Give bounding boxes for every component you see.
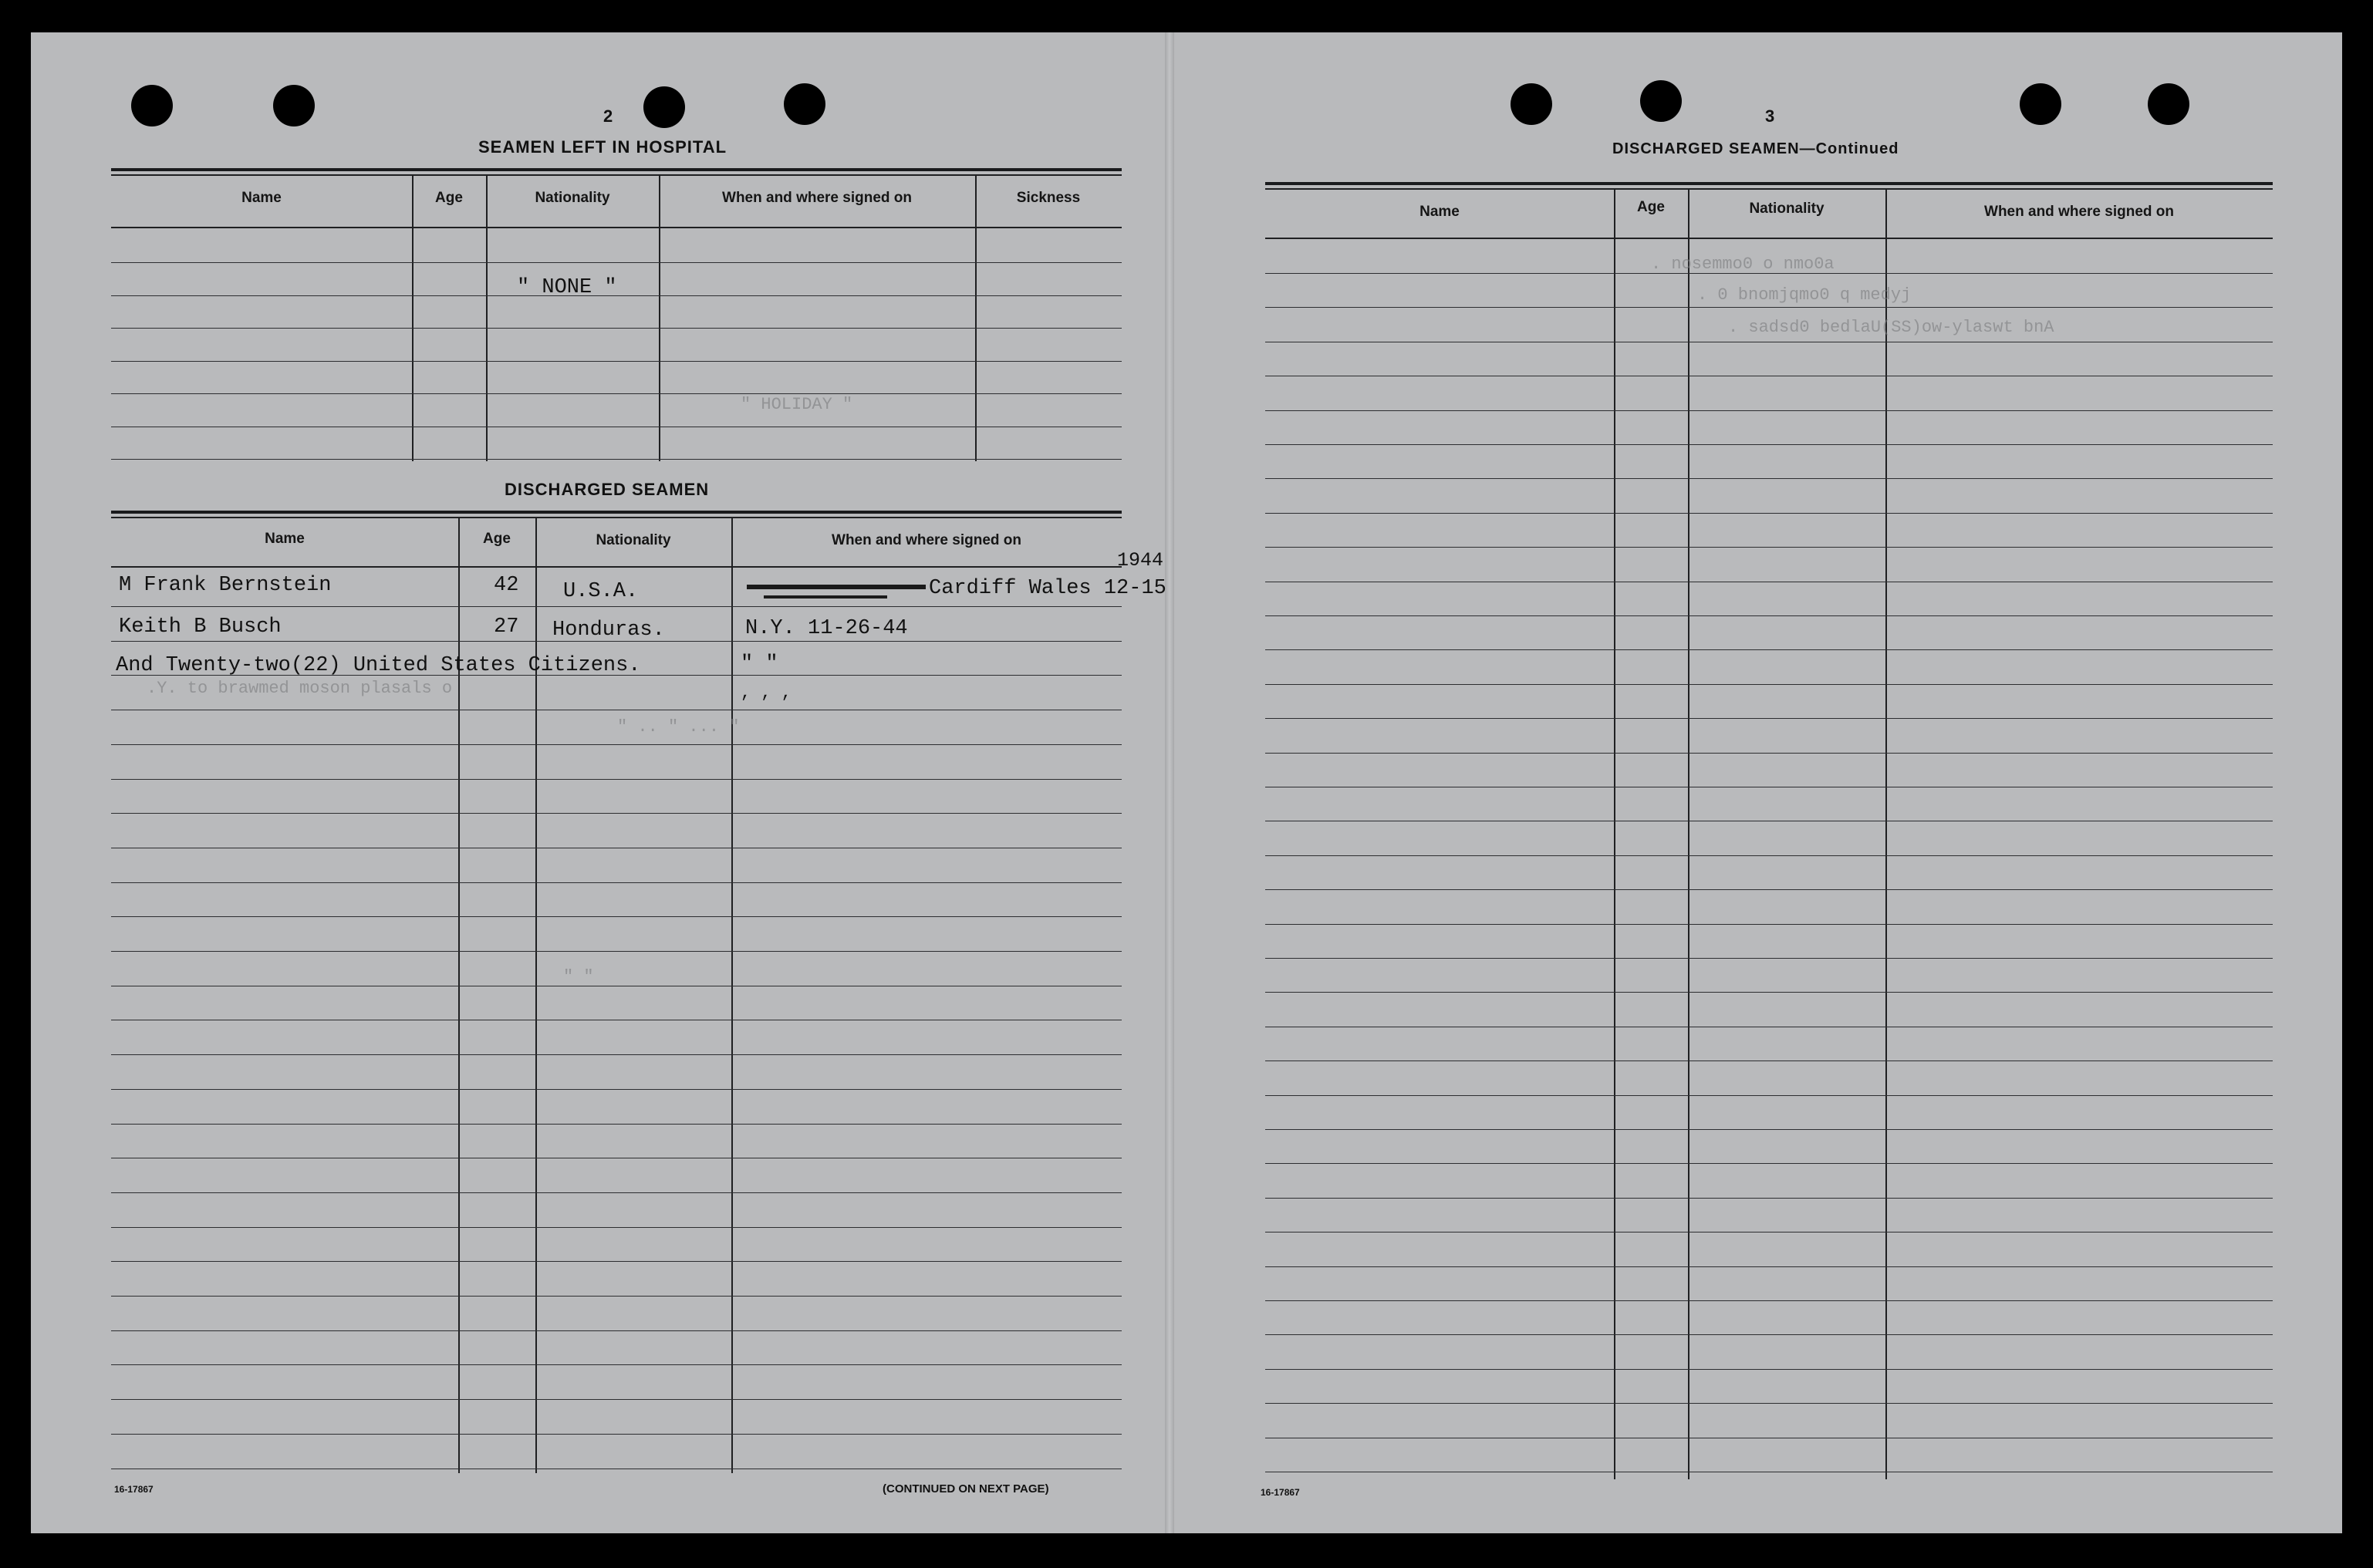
discharged-row-2-nationality: Honduras. (552, 619, 665, 642)
binder-hole-1 (131, 85, 173, 126)
discharged-ruled-line (111, 1227, 1122, 1228)
discharged-ruled-line (111, 1192, 1122, 1193)
right-ruled-line (1265, 547, 2273, 548)
form-number-left: 16-17867 (114, 1484, 154, 1495)
page-number-left: 2 (603, 106, 613, 126)
hospital-ruled-line (111, 328, 1122, 329)
right-ruled-line (1265, 889, 2273, 890)
hospital-col-divider-4 (975, 176, 977, 461)
discharged-row-1-signed-on: Cardiff Wales 12-15 (929, 577, 1166, 600)
discharged-row-1-year-note: 1944 (1117, 549, 1164, 572)
page-fold (1165, 32, 1174, 1533)
discharged-ruled-line (111, 1364, 1122, 1365)
binder-hole-3 (643, 86, 685, 128)
right-ruled-line (1265, 1266, 2273, 1267)
discharged-ruled-line (111, 1124, 1122, 1125)
hospital-col-divider-1 (412, 176, 414, 461)
hospital-col-sickness: Sickness (1016, 190, 1081, 206)
discharged-col-nationality: Nationality (596, 532, 671, 548)
right-col-nationality: Nationality (1749, 201, 1824, 217)
discharged-ruled-line (111, 1054, 1122, 1055)
continued-on-next-page: (CONTINUED ON NEXT PAGE) (883, 1482, 1049, 1496)
right-col-signed-on: When and where signed on (1984, 204, 2174, 220)
right-ruled-line (1265, 992, 2273, 993)
right-table-top-rule-2 (1265, 188, 2273, 190)
discharged-ruled-line (111, 1089, 1122, 1090)
hospital-col-divider-3 (659, 176, 660, 461)
binder-hole-4 (784, 83, 825, 125)
right-col-divider-2 (1688, 190, 1689, 1479)
ditto-marks: " " (741, 652, 778, 676)
discharged-ruled-line (111, 606, 1122, 607)
discharged-table-top-rule (111, 511, 1122, 514)
hospital-col-nationality: Nationality (535, 190, 610, 206)
hospital-section-title: SEAMEN LEFT IN HOSPITAL (478, 137, 727, 157)
hospital-ruled-line (111, 393, 1122, 394)
right-ruled-line (1265, 924, 2273, 925)
binder-hole-7 (2020, 83, 2061, 125)
discharged-ruled-line (111, 744, 1122, 745)
binder-hole-5 (1511, 83, 1552, 125)
hospital-col-age: Age (435, 190, 463, 206)
document-paper (31, 32, 2342, 1533)
right-ruled-line (1265, 1163, 2273, 1164)
hospital-header-bottom-rule (111, 227, 1122, 228)
right-ruled-line (1265, 307, 2273, 308)
discharged-ruled-line (111, 951, 1122, 952)
right-ruled-line (1265, 718, 2273, 719)
right-ruled-line (1265, 649, 2273, 650)
discharged-header-bottom-rule (111, 566, 1122, 568)
discharged-ruled-line (111, 1296, 1122, 1297)
right-ruled-line (1265, 513, 2273, 514)
right-bleedthrough-1: . nosemmo0 o nmo0a (1651, 255, 1835, 274)
hospital-col-divider-2 (486, 176, 488, 461)
discharged-continued-title: DISCHARGED SEAMEN—Continued (1612, 140, 1899, 157)
hospital-ruled-line (111, 361, 1122, 362)
discharged-ruled-line (111, 1434, 1122, 1435)
right-ruled-line (1265, 1300, 2273, 1301)
discharged-row-2-age: 27 (494, 615, 519, 639)
discharged-section-title: DISCHARGED SEAMEN (505, 480, 710, 499)
hospital-ruled-line (111, 262, 1122, 263)
right-col-divider-3 (1885, 190, 1887, 1479)
discharged-row-1-age: 42 (494, 574, 519, 597)
discharged-ruled-line (111, 1330, 1122, 1331)
right-ruled-line (1265, 1095, 2273, 1096)
right-header-bottom-rule (1265, 238, 2273, 239)
right-ruled-line (1265, 444, 2273, 445)
right-ruled-line (1265, 410, 2273, 411)
right-ruled-line (1265, 684, 2273, 685)
hospital-table-top-rule-2 (111, 174, 1122, 176)
bleedthrough-text-1: .Y. to brawmed moson plasals o (147, 679, 453, 698)
hospital-col-name: Name (241, 190, 282, 206)
discharged-table-top-rule-2 (111, 517, 1122, 518)
right-col-name: Name (1419, 204, 1460, 220)
struck-out-text-2 (764, 595, 887, 599)
discharged-row-2-name: Keith B Busch (119, 615, 282, 639)
right-ruled-line (1265, 1403, 2273, 1404)
hospital-ruled-line (111, 459, 1122, 460)
binder-hole-8 (2148, 83, 2189, 125)
discharged-row-3-name: And Twenty-two(22) United States Citizens. (116, 654, 641, 677)
right-ruled-line (1265, 478, 2273, 479)
right-ruled-line (1265, 1369, 2273, 1370)
right-table-top-rule (1265, 182, 2273, 185)
discharged-row-1-nationality: U.S.A. (563, 580, 639, 603)
bleedthrough-text-2: " .. " ... " (617, 717, 740, 737)
right-col-age: Age (1637, 199, 1665, 215)
discharged-col-name: Name (265, 531, 305, 547)
ditto-marks-2: , , , (741, 683, 792, 703)
right-ruled-line (1265, 1334, 2273, 1335)
discharged-ruled-line (111, 813, 1122, 814)
right-bleedthrough-2: . 0 bnomjqmo0 q medyj (1697, 285, 1912, 305)
right-ruled-line (1265, 615, 2273, 616)
hospital-table-top-rule (111, 168, 1122, 171)
binder-hole-6 (1640, 80, 1682, 122)
right-ruled-line (1265, 958, 2273, 959)
discharged-col-age: Age (483, 531, 511, 547)
hospital-col-signed-on: When and where signed on (722, 190, 912, 206)
struck-out-text (747, 585, 926, 589)
page-number-right: 3 (1765, 106, 1775, 126)
discharged-ruled-line (111, 1261, 1122, 1262)
right-ruled-line (1265, 1129, 2273, 1130)
discharged-ruled-line (111, 882, 1122, 883)
right-ruled-line (1265, 1198, 2273, 1199)
discharged-row-2-signed-on: N.Y. 11-26-44 (745, 617, 908, 640)
right-col-divider-1 (1614, 190, 1615, 1479)
hospital-ghost-text-1: " HOLIDAY " (741, 395, 853, 414)
discharged-row-1-name: M Frank Bernstein (119, 574, 332, 597)
discharged-col-signed-on: When and where signed on (832, 532, 1021, 548)
discharged-ruled-line (111, 779, 1122, 780)
right-ruled-line (1265, 753, 2273, 754)
form-number-right: 16-17867 (1261, 1487, 1300, 1498)
discharged-ruled-line (111, 1399, 1122, 1400)
discharged-ruled-line (111, 916, 1122, 917)
hospital-none-entry: " NONE " (517, 276, 617, 299)
right-bleedthrough-3: . sadsd0 bedlaU(SS)ow-ylaswt bnA (1728, 318, 2054, 337)
binder-hole-2 (273, 85, 315, 126)
bleedthrough-text-3: " " (563, 967, 594, 986)
right-ruled-line (1265, 855, 2273, 856)
